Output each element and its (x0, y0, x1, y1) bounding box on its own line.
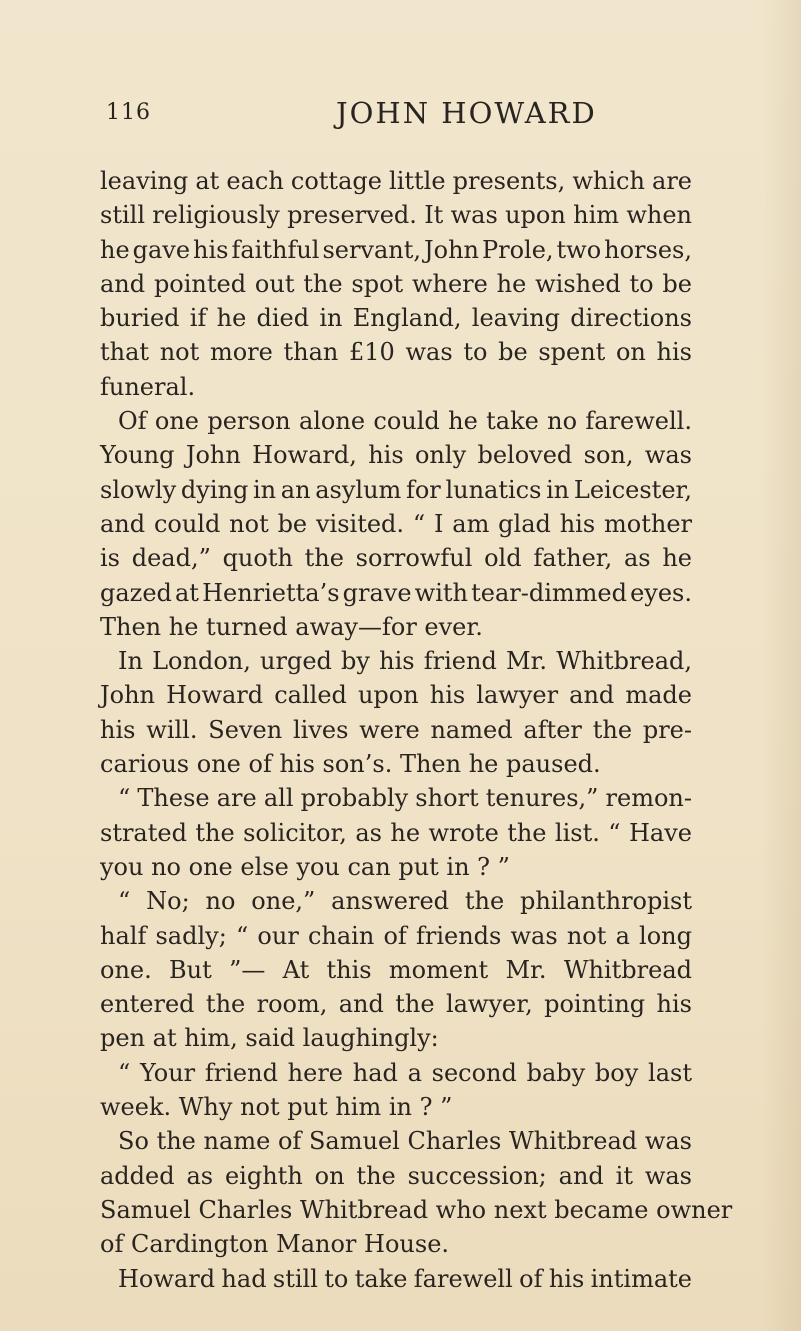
text-line: Then he turned away—for ever. (100, 612, 483, 641)
body-text (100, 164, 733, 1296)
text-line: Howard had still to take farewell of his intimate (118, 1264, 692, 1293)
text-line: Of one person alone could he take no farewell. (118, 407, 692, 436)
text-line: and pointed out the spot where he wished to be (100, 269, 692, 298)
text-line: Young John Howard, his only beloved son, was (100, 441, 692, 470)
text-line: pen at him, said laughingly: (100, 1024, 439, 1053)
text-line: gazed at Henrietta’s grave with tear-dimmed eyes. (100, 578, 692, 607)
text-line: one. But ”— At this moment Mr. Whitbread (100, 955, 692, 984)
text-line: half sadly; “ our chain of friends was not a long (100, 921, 692, 950)
text-line: of Cardington Manor House. (100, 1230, 450, 1259)
text-line: “ Your friend here had a second baby boy last (118, 1058, 692, 1087)
text-line: funeral. (100, 372, 196, 401)
text-line: slowly dying in an asylum for lunatics in Leicester, (100, 475, 692, 504)
text-line: strated the solicitor, as he wrote the list. “ Have (100, 818, 692, 847)
page-edge-shadow (761, 0, 801, 1331)
text-line: So the name of Samuel Charles Whitbread was (118, 1127, 692, 1156)
text-line: still religiously preserved. It was upon him when (100, 201, 692, 230)
text-line: and could not be visited. “ I am glad his mother (100, 509, 692, 538)
text-line: John Howard called upon his lawyer and made (100, 681, 692, 710)
text-line: his will. Seven lives were named after the pre- (100, 715, 692, 744)
text-line: he gave his faithful servant, John Prole, two horses, (100, 235, 692, 264)
text-line: that not more than £10 was to be spent on his (100, 338, 692, 367)
text-line: “ No; no one,” answered the philanthropist (118, 887, 692, 916)
text-line: “ These are all probably short tenures,” remon- (118, 784, 692, 813)
text-line: entered the room, and the lawyer, pointing his (100, 990, 692, 1019)
text-line: week. Why not put him in ? ” (100, 1093, 453, 1122)
text-line: buried if he died in England, leaving directions (100, 304, 692, 333)
text-line: Samuel Charles Whitbread who next became owner (100, 1195, 733, 1224)
text-line: you no one else you can put in ? ” (100, 852, 510, 881)
text-line: is dead,” quoth the sorrowful old father, as he (100, 544, 692, 573)
page-number: 116 (106, 100, 151, 125)
text-line: leaving at each cottage little presents, which are (100, 167, 692, 195)
text-line: carious one of his son’s. Then he paused. (100, 750, 601, 779)
running-title: JOHN HOWARD (336, 96, 597, 130)
text-line: In London, urged by his friend Mr. Whitbread, (118, 647, 692, 676)
text-line: added as eighth on the succession; and it was (100, 1161, 692, 1190)
